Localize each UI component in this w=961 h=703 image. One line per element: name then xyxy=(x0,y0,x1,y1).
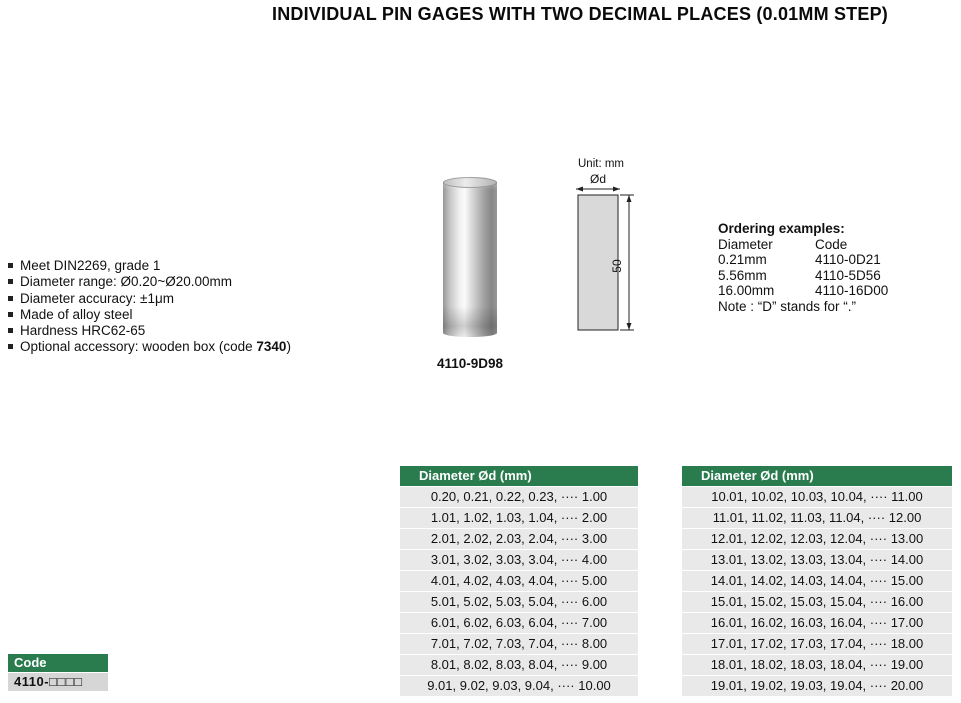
diameter-table-row: 15.01, 15.02, 15.03, 15.04, ···· 16.00 xyxy=(682,592,952,612)
feature-text-suffix: ) xyxy=(286,339,291,355)
product-model-label: 4110-9D98 xyxy=(436,356,504,371)
diameter-table-row: 9.01, 9.02, 9.03, 9.04, ···· 10.00 xyxy=(400,676,638,696)
diameter-table-header: Diameter Ød (mm) xyxy=(682,466,952,486)
dim-arrow-up-icon xyxy=(627,195,632,202)
feature-text: Diameter accuracy: ±1μm xyxy=(20,290,174,306)
ordering-title: Ordering examples: xyxy=(718,221,845,236)
accessory-code: 7340 xyxy=(256,339,287,355)
feature-item xyxy=(8,307,291,323)
feature-text: Meet DIN2269, grade 1 xyxy=(20,258,161,273)
feature-text: Optional accessory: wooden box (code xyxy=(20,339,257,355)
bullet-square-icon xyxy=(8,296,13,301)
feature-text: Made of alloy steel xyxy=(20,306,133,322)
diameter-table-row: 12.01, 12.02, 12.03, 12.04, ···· 13.00 xyxy=(682,529,952,549)
feature-list xyxy=(8,258,291,356)
unit-label: Unit: mm xyxy=(578,158,624,170)
diameter-dim-label: Ød xyxy=(589,172,607,186)
code-block xyxy=(8,654,108,691)
ordering-row xyxy=(718,283,888,299)
technical-drawing xyxy=(570,172,670,342)
bullet-square-icon xyxy=(8,312,13,317)
ordering-code: 4110-5D56 xyxy=(815,267,881,283)
code-block-value: 4110-□□□□ xyxy=(8,673,108,691)
ordering-col-diameter: Diameter xyxy=(718,236,773,252)
diameter-table-row: 4.01, 4.02, 4.03, 4.04, ···· 5.00 xyxy=(400,571,638,591)
ordering-code: 4110-16D00 xyxy=(815,283,889,299)
ordering-code: 4110-0D21 xyxy=(815,252,881,268)
diameter-table-row: 18.01, 18.02, 18.03, 18.04, ···· 19.00 xyxy=(682,655,952,675)
bullet-square-icon xyxy=(8,344,13,349)
diameter-table-row: 3.01, 3.02, 3.03, 3.04, ···· 4.00 xyxy=(400,550,638,570)
bullet-square-icon xyxy=(8,328,13,333)
pin-gage-photo xyxy=(443,177,497,337)
diameter-table-row: 17.01, 17.02, 17.03, 17.04, ···· 18.00 xyxy=(682,634,952,654)
diameter-table-row: 14.01, 14.02, 14.03, 14.04, ···· 15.00 xyxy=(682,571,952,591)
diameter-table-row: 13.01, 13.02, 13.03, 13.04, ···· 14.00 xyxy=(682,550,952,570)
feature-text: Hardness HRC62-65 xyxy=(20,323,146,339)
diameter-table-row: 0.20, 0.21, 0.22, 0.23, ···· 1.00 xyxy=(400,487,638,507)
length-dim-label: 50 xyxy=(610,259,624,273)
diameter-table-left xyxy=(400,466,638,697)
pin-gage-body xyxy=(443,182,497,337)
feature-item xyxy=(8,274,291,290)
feature-text: Diameter range: Ø0.20~Ø20.00mm xyxy=(20,274,232,290)
diameter-table-row: 11.01, 11.02, 11.03, 11.04, ···· 12.00 xyxy=(682,508,952,528)
diameter-table-row: 10.01, 10.02, 10.03, 10.04, ···· 11.00 xyxy=(682,487,952,507)
dim-arrow-down-icon xyxy=(627,323,632,330)
ordering-diameter: 5.56mm xyxy=(718,267,767,283)
page-title: INDIVIDUAL PIN GAGES WITH TWO DECIMAL PLACES (0.01MM STEP) xyxy=(272,4,888,24)
dim-arrow-left-icon xyxy=(576,187,583,192)
diameter-table-row: 6.01, 6.02, 6.03, 6.04, ···· 7.00 xyxy=(400,613,638,633)
ordering-row xyxy=(718,268,888,284)
pin-gage-top-cap xyxy=(443,177,497,188)
diameter-table-row: 5.01, 5.02, 5.03, 5.04, ···· 6.00 xyxy=(400,592,638,612)
feature-item-accessory xyxy=(8,339,291,355)
feature-item xyxy=(8,323,291,339)
ordering-col-code: Code xyxy=(815,236,848,252)
code-block-header: Code xyxy=(8,654,108,672)
diameter-table-header: Diameter Ød (mm) xyxy=(400,466,638,486)
diameter-table-right xyxy=(682,466,952,697)
bullet-square-icon xyxy=(8,279,13,284)
feature-item xyxy=(8,258,291,274)
diameter-table-row: 1.01, 1.02, 1.03, 1.04, ···· 2.00 xyxy=(400,508,638,528)
ordering-diameter: 16.00mm xyxy=(718,283,775,299)
diameter-table-row: 19.01, 19.02, 19.03, 19.04, ···· 20.00 xyxy=(682,676,952,696)
ordering-header-row xyxy=(718,237,888,253)
ordering-note: Note : “D” stands for “.” xyxy=(718,298,857,314)
ordering-diameter: 0.21mm xyxy=(718,252,767,268)
bullet-square-icon xyxy=(8,263,13,268)
diameter-table-row: 7.01, 7.02, 7.03, 7.04, ···· 8.00 xyxy=(400,634,638,654)
feature-item xyxy=(8,291,291,307)
diameter-table-row: 16.01, 16.02, 16.03, 16.04, ···· 17.00 xyxy=(682,613,952,633)
dim-arrow-right-icon xyxy=(613,187,620,192)
diameter-table-row: 2.01, 2.02, 2.03, 2.04, ···· 3.00 xyxy=(400,529,638,549)
diameter-table-row: 8.01, 8.02, 8.03, 8.04, ···· 9.00 xyxy=(400,655,638,675)
ordering-row xyxy=(718,252,888,268)
ordering-examples xyxy=(718,221,888,315)
